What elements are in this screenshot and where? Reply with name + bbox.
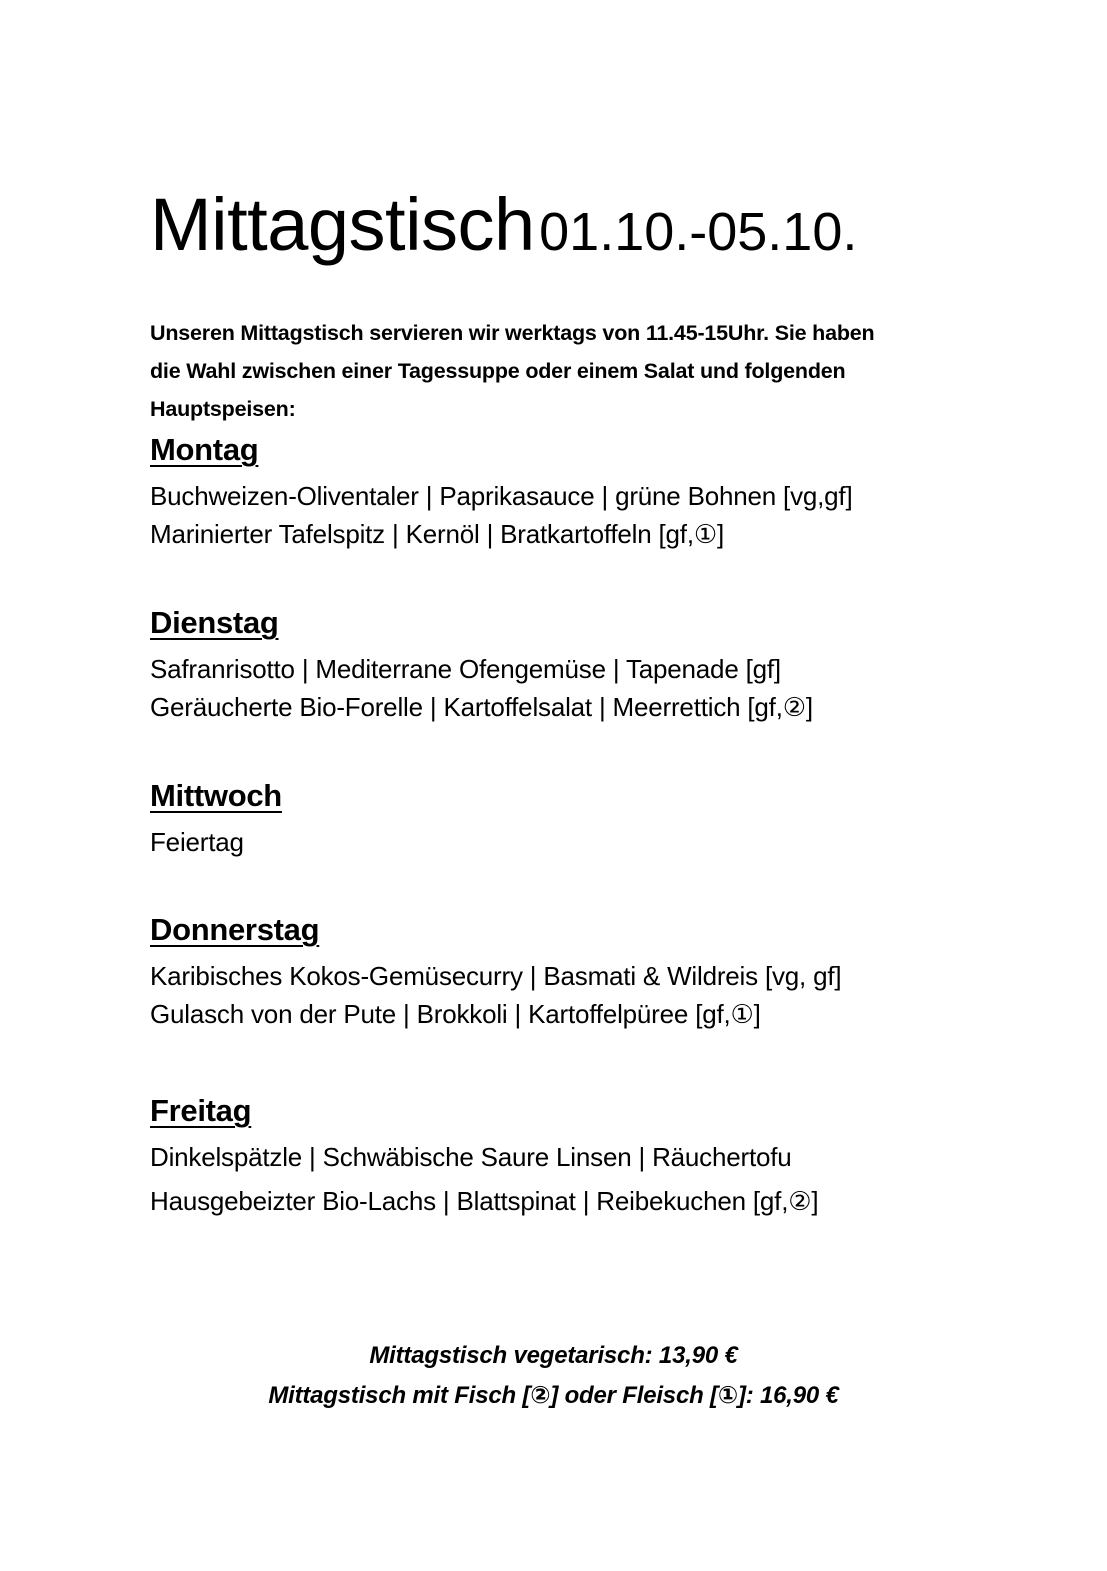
day-section-dienstag xyxy=(150,603,1030,726)
dish-item: Gulasch von der Pute | Brokkoli | Kartoffelpüree [gf,①] xyxy=(150,999,761,1029)
dish-list xyxy=(150,1138,1030,1220)
price-fish-meat: Mittagstisch mit Fisch [②] oder Fleisch [①]: 16,90 € xyxy=(268,1382,839,1409)
dish-item: Safranrisotto | Mediterrane Ofengemüse | Tapenade [gf] xyxy=(150,654,781,684)
intro-line: Hauptspeisen: xyxy=(150,397,296,421)
dish-list xyxy=(150,650,1030,726)
dish-item: Karibisches Kokos-Gemüsecurry | Basmati & Wildreis [vg, gf] xyxy=(150,961,842,991)
day-section-freitag xyxy=(150,1091,1030,1220)
day-heading: Freitag xyxy=(150,1093,252,1128)
title-main: Mittagstisch xyxy=(150,183,535,266)
day-heading: Montag xyxy=(150,432,259,467)
price-info xyxy=(0,1336,1107,1416)
dish-list xyxy=(150,957,1030,1033)
dish-item: Buchweizen-Oliventaler | Paprikasauce | grüne Bohnen [vg,gf] xyxy=(150,481,853,511)
day-heading: Mittwoch xyxy=(150,778,282,813)
dish-item: Dinkelspätzle | Schwäbische Saure Linsen | Räuchertofu xyxy=(150,1142,792,1172)
dish-list xyxy=(150,823,1030,861)
day-heading: Dienstag xyxy=(150,605,279,640)
day-section-montag xyxy=(150,430,1030,553)
dish-item: Hausgebeizter Bio-Lachs | Blattspinat | Reibekuchen [gf,②] xyxy=(150,1186,819,1216)
day-section-mittwoch xyxy=(150,776,1030,861)
page-title xyxy=(150,183,858,266)
intro-line: die Wahl zwischen einer Tagessuppe oder einem Salat und folgenden xyxy=(150,359,846,383)
day-section-donnerstag xyxy=(150,910,1030,1033)
day-heading: Donnerstag xyxy=(150,912,320,947)
intro-line: Unseren Mittagstisch servieren wir werktags von 11.45-15Uhr. Sie haben xyxy=(150,321,875,345)
intro-text xyxy=(150,314,970,428)
dish-list xyxy=(150,477,1030,553)
title-dates: 01.10.-05.10. xyxy=(539,202,858,262)
dish-item: Marinierter Tafelspitz | Kernöl | Bratkartoffeln [gf,①] xyxy=(150,519,724,549)
price-vegetarian: Mittagstisch vegetarisch: 13,90 € xyxy=(369,1342,738,1369)
dish-item: Geräucherte Bio-Forelle | Kartoffelsalat | Meerrettich [gf,②] xyxy=(150,692,813,722)
dish-item: Feiertag xyxy=(150,827,244,857)
